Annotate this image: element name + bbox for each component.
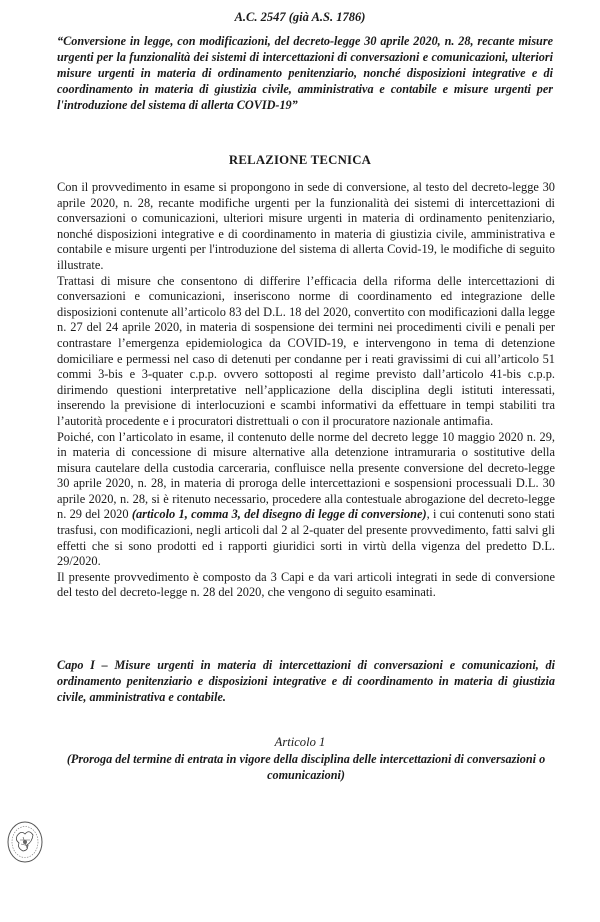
paragraph-3-text-a: Poiché, con l’articolato in esame, il contenuto delle norme del decreto legge 10 maggio 2020 n. 29, in materia di concessione di misure alternative alla detenzione intramuraria o sostitutive della misura cautelare della custodia carceraria, confluisce nella presente conversione del decreto-legge 30 aprile 2020, n. 28, in materia di proroga delle intercettazioni e sospensioni processuali D.L. 30 aprile 2020, n. 28, si è ritenuto necessario, procedere alla contestuale abrogazione del decreto-legge n. 29 del 2020 [57,429,555,522]
document-title: “Conversione in legge, con modificazioni, del decreto-legge 30 aprile 2020, n. 28, recante misure urgenti per la funzionalità dei sistemi di intercettazioni di conversazioni e comunicazioni, ulteriori misure urgenti in materia di ordinamento penitenziario, nonché disposizioni integrative e di coordinamento in materia di giustizia civile, amministrativa e contabile e misure urgenti per l'introduzione del sistema di allerta COVID-19” [57,34,553,112]
paragraph-4: Il presente provvedimento è composto da 3 Capi e da vari articoli integrati in sede di conversione del testo del decreto-legge n. 28 del 2020, che vengono di seguito esaminati. [57,569,555,600]
paragraph-3-text-b: , i cui contenuti sono stati trasfusi, con modificazioni, negli articoli dal 2 al 2-quater del presente provvedimento, fatti salvi gli effetti che si sono prodotti ed i rapporti giuridici sorti in virtù della vigenza del predetto D.L. 29/2020. [57,507,555,569]
capo-heading: Capo I – Misure urgenti in materia di intercettazioni di conversazioni e comunicazioni, di ordinamento penitenziario e disposizioni integrative e di coordinamento in materia di giustizia civile, amministrativa e contabile. [57,658,555,704]
article-title: Articolo 1 [274,735,326,749]
paragraph-3 [57,430,555,570]
document-reference: A.C. 2547 (già A.S. 1786) [234,10,366,24]
section-heading: RELAZIONE TECNICA [228,153,372,167]
paragraph-3-emphasis: (articolo 1, comma 3, del disegno di legge di conversione) [131,507,427,522]
article-subtitle: (Proroga del termine di entrata in vigore della disciplina delle intercettazioni di conversazioni o comunicazioni) [66,752,546,782]
stamp-seal-icon [5,818,45,868]
body-text [57,180,555,601]
paragraph-2: Trattasi di misure che consentono di differire l’efficacia della riforma delle intercettazioni di conversazioni e comunicazioni, inseriscono norme di coordinamento ed integrazione delle disposizioni contenute all’articolo 83 del D.L. 18 del 2020, convertito con modificazioni dalla legge n. 27 del 24 aprile 2020, in materia di sospensione dei termini nei procedimenti civili e penali per contrastare l’emergenza epidemiologica da COVID-19, e intervengono in tema di detenzione domiciliare e permessi nel caso di detenuti per condanne per i reati gravissimi di cui all’articolo 51 commi 3-bis e 3-quater c.p.p. ovvero sottoposti al regime previsto dall’articolo 41-bis c.p.p. dirimendo questioni interpretative nell’applicazione della disciplina degli istituti interessati, inserendo la previsione di interlocuzioni e scambi informativi da effettuare in tempi stabiliti tra l’autorità procedente e i procuratori distrettuali o con il procuratore nazionale antimafia. [57,273,555,428]
paragraph-1: Con il provvedimento in esame si propongono in sede di conversione, al testo del decreto-legge 30 aprile 2020, n. 28, recante modifiche urgenti per la funzionalità dei sistemi di intercettazioni di conversazioni o comunicazioni, ulteriori misure urgenti in materia di ordinamento penitenziario, nonché disposizioni integrative e di coordinamento in materia di giustizia civile, amministrativa e contabile e misure urgenti per l'introduzione del sistema di allerta Covid-19, le modifiche di seguito illustrate. [57,180,555,272]
